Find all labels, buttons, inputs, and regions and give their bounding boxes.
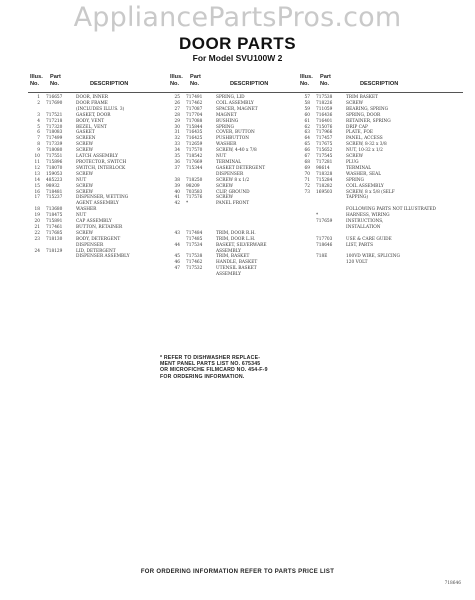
illus-number: 61	[304, 118, 310, 124]
illus-number: 58	[304, 100, 310, 106]
part-number: 715891	[46, 219, 63, 225]
part-number: 716435	[186, 130, 203, 136]
part-description: DISPENSER, WETTING	[76, 195, 129, 201]
part-description: SWITCH, INTERLOCK	[76, 165, 126, 171]
part-number: 485223	[46, 177, 63, 183]
illus-number: 26	[174, 100, 180, 106]
illus-number: 63	[304, 130, 310, 136]
part-description: COVER, BUTTON	[216, 130, 255, 136]
part-description: SCREW 8 x 1/2	[216, 177, 250, 183]
part-description: DISPENSER ASSEMBLY	[76, 254, 130, 260]
part-description: UTENSIL BASKET	[216, 266, 257, 272]
part-description: SCREEN	[76, 136, 96, 142]
illus-number: 6	[37, 130, 40, 136]
illus-number: 30	[174, 124, 180, 130]
part-number: *	[186, 201, 189, 207]
part-number: 717669	[186, 159, 203, 165]
header-illus-no: No.	[170, 81, 180, 87]
part-number: 703583	[186, 189, 203, 195]
part-description: BODY, VENT	[76, 118, 105, 124]
illus-number: 64	[304, 136, 310, 142]
illus-number: 70	[304, 171, 310, 177]
part-description: SCREW	[76, 171, 94, 177]
part-description: BEZEL, VENT	[76, 124, 107, 130]
illus-number: 16	[34, 189, 40, 195]
illus-number: 57	[304, 95, 310, 100]
part-description: TERMINAL	[216, 159, 242, 165]
part-number: 712659	[186, 142, 203, 148]
part-description: TRIM BASKET	[346, 95, 378, 100]
part-description: BASKET, SILVERWARE	[216, 242, 267, 248]
part-description: PLATE, FOE	[346, 130, 373, 136]
part-number: 718070	[46, 165, 63, 171]
header-rule	[298, 92, 463, 93]
header-part: Part	[320, 74, 331, 80]
part-number: 717462	[186, 100, 203, 106]
part-row	[168, 272, 298, 278]
part-number: 717570	[186, 148, 203, 154]
note-line: MENT PANEL PARTS LIST NO. 675345	[160, 361, 261, 368]
part-number: 717281	[316, 159, 333, 165]
part-number: 717461	[46, 224, 63, 230]
part-description: SCREW, 4-40 x 7/8	[216, 148, 257, 154]
part-description: SPRING	[216, 124, 234, 130]
illus-number: 59	[304, 106, 310, 112]
part-description: WASHER	[216, 142, 237, 148]
part-number: 715896	[46, 159, 63, 165]
part-number: 717551	[46, 154, 63, 160]
illus-number: 29	[174, 118, 180, 124]
part-number: 717532	[186, 266, 203, 272]
part-row	[298, 260, 463, 266]
part-number: 718E	[316, 254, 328, 260]
header-illus: Illus.	[30, 74, 43, 80]
part-description: DOOR FRAME	[76, 100, 108, 106]
part-description: SPRING, DOOR	[346, 112, 381, 118]
part-number: 716401	[316, 118, 333, 124]
part-description: SCREW	[76, 148, 94, 154]
part-description: SCREW	[76, 183, 94, 189]
part-description: BUSHING	[216, 118, 239, 124]
part-number: 717538	[186, 254, 203, 260]
part-description: PUSHBUTTON	[216, 136, 250, 142]
illus-number: 38	[174, 177, 180, 183]
part-description: RETAINER, SPRING	[346, 118, 391, 124]
header-illus-no: No.	[300, 81, 310, 87]
note-line: OR MICROFICHE FILMCARD NO. 454-F-9	[160, 367, 268, 374]
illus-number: 68	[304, 159, 310, 165]
part-description: TRIM, BASKET	[216, 254, 250, 260]
header-part-no: No.	[190, 81, 200, 87]
part-description: TRIM, DOOR L.H.	[216, 236, 256, 242]
header-description: DESCRIPTION	[360, 81, 399, 87]
part-number: 717704	[186, 112, 203, 118]
part-number: 716425	[186, 136, 203, 142]
part-description: USE & CARE GUIDE	[346, 236, 392, 242]
part-number: 717966	[316, 130, 333, 136]
part-number: 98209	[186, 183, 200, 189]
illus-number: 4	[37, 118, 40, 124]
part-description: DISPENSER	[216, 171, 244, 177]
illus-number: 2	[37, 100, 40, 106]
parts-column-3	[298, 74, 463, 266]
part-description: COIL ASSEMBLY	[346, 183, 384, 189]
part-number: 718646	[316, 242, 333, 248]
part-description: MAGNET	[216, 112, 237, 118]
watermark-text: AppliancePartsPros.com	[73, 2, 402, 33]
illus-number: 31	[174, 130, 180, 136]
illus-number: 13	[34, 171, 40, 177]
part-description: (INCLUDES ILLUS. 3)	[76, 106, 125, 112]
ordering-footer: FOR ORDERING INFORMATION REFER TO PARTS PRICE LIST	[140, 569, 335, 575]
parts-column-2	[168, 74, 298, 278]
replacement-panel-note	[160, 355, 360, 380]
part-description: GASKET	[76, 130, 95, 136]
header-part: Part	[50, 74, 61, 80]
part-description: BUTTON, RETAINER	[76, 224, 123, 230]
illus-number: 62	[304, 124, 310, 130]
part-number: 717534	[186, 242, 203, 248]
part-description: SCREW	[216, 195, 234, 201]
illus-number: 32	[174, 136, 180, 142]
part-number: 717320	[46, 124, 63, 130]
illus-number: 72	[304, 183, 310, 189]
part-description: INSTRUCTIONS,	[346, 219, 384, 225]
illus-number: 3	[37, 112, 40, 118]
illus-number: 47	[174, 266, 180, 272]
part-number: 718542	[186, 154, 203, 160]
part-number: 717576	[186, 195, 203, 201]
part-number: 718129	[46, 248, 63, 254]
part-number: 715076	[316, 124, 333, 130]
part-number: 711059	[316, 106, 333, 112]
illus-number: 71	[304, 177, 310, 183]
part-number: 718080	[46, 148, 63, 154]
illus-number: 10	[34, 154, 40, 160]
part-description: TERMINAL	[346, 165, 372, 171]
page-code: 718646	[444, 581, 461, 586]
illus-number: 73	[304, 189, 310, 195]
illus-number: 46	[174, 260, 180, 266]
illus-number: 69	[304, 165, 310, 171]
illus-number: 40	[174, 189, 180, 195]
illus-number: 9	[37, 148, 40, 154]
part-description: 100VD WIRE, SPLICING	[346, 254, 400, 260]
part-number: 717087	[186, 106, 203, 112]
illus-number: 18	[34, 207, 40, 213]
parts-list	[168, 95, 298, 278]
illus-number: 41	[174, 195, 180, 201]
illus-number: 8	[37, 142, 40, 148]
part-description: SCREW	[76, 230, 94, 236]
part-description: CLIP, GROUND	[216, 189, 250, 195]
illus-number: 37	[174, 165, 180, 171]
part-description: WASHER	[76, 207, 97, 213]
part-description: ASSEMBLY	[216, 272, 242, 278]
header-part: Part	[190, 74, 201, 80]
part-description: 120 VOLT	[346, 260, 368, 266]
column-header	[168, 74, 298, 92]
part-description: AGENT ASSEMBLY	[76, 201, 119, 207]
part-number: 715652	[316, 148, 333, 154]
illus-number: 42	[174, 201, 180, 207]
part-number: 717659	[316, 219, 333, 225]
part-number: 717499	[46, 136, 63, 142]
part-description: NUT	[76, 213, 87, 219]
header-rule	[168, 92, 298, 93]
illus-number: 66	[304, 148, 310, 154]
illus-number: 65	[304, 142, 310, 148]
part-description: PROTECTOR, SWITCH	[76, 159, 127, 165]
parts-list	[298, 95, 463, 266]
illus-number: 44	[174, 242, 180, 248]
header-description: DESCRIPTION	[230, 81, 269, 87]
header-description: DESCRIPTION	[90, 81, 129, 87]
illus-number: 1	[37, 95, 40, 100]
part-number: 717484	[186, 230, 203, 236]
part-description: GASKET DETERGENT	[216, 165, 266, 171]
part-description: FOLLOWING PARTS NOT ILLUSTRATED	[346, 207, 437, 213]
part-description: LID, DETERGENT	[76, 248, 116, 254]
header-part-no: No.	[50, 81, 60, 87]
page-title: DOOR PARTS	[178, 34, 297, 53]
part-description: BODY, DETERGENT	[76, 236, 121, 242]
part-description: DISPENSER	[76, 242, 104, 248]
parts-list	[28, 95, 168, 260]
header-illus: Illus.	[300, 74, 313, 80]
illus-number: 27	[174, 106, 180, 112]
part-description: GASKET, DOOR	[76, 112, 111, 118]
illus-number: 20	[34, 219, 40, 225]
part-number: 718328	[316, 171, 333, 177]
part-number: 718475	[46, 213, 63, 219]
part-description: SCREW	[76, 142, 94, 148]
model-subtitle: For Model SVU100W 2	[192, 53, 283, 63]
column-header	[28, 74, 168, 92]
part-number: 169503	[316, 189, 333, 195]
illus-number: 15	[34, 183, 40, 189]
part-number: 717457	[316, 136, 333, 142]
part-description: SCREW	[76, 189, 94, 195]
part-number: 718083	[46, 130, 63, 136]
part-description: LIST, PARTS	[346, 242, 374, 248]
part-number: 717703	[316, 236, 333, 242]
part-description: TRIM, DOOR R.H.	[216, 230, 256, 236]
part-description: SPRING	[346, 177, 364, 183]
part-description: PANEL, ACCESS	[346, 136, 383, 142]
illus-number: 19	[34, 213, 40, 219]
parts-column-1	[28, 74, 168, 260]
part-number: 717545	[316, 154, 333, 160]
part-description: SCREW	[346, 154, 364, 160]
part-number: 715237	[46, 195, 63, 201]
illus-number: 60	[304, 112, 310, 118]
part-description: WASHER, SEAL	[346, 171, 382, 177]
part-number: 716657	[46, 95, 63, 100]
part-number: 716436	[316, 112, 333, 118]
illus-number: 14	[34, 177, 40, 183]
part-description: NUT	[76, 177, 87, 183]
header-illus: Illus.	[170, 74, 183, 80]
illus-number: 7	[37, 136, 40, 142]
part-number: 717088	[186, 118, 203, 124]
illus-number: 22	[34, 230, 40, 236]
part-description: TAPPING)	[346, 195, 369, 201]
part-number: 717690	[46, 100, 63, 106]
illus-number: 36	[174, 159, 180, 165]
illus-number: 12	[34, 165, 40, 171]
part-number: 718226	[316, 100, 333, 106]
illus-number: 45	[174, 254, 180, 260]
column-header	[298, 74, 463, 92]
illus-number: 33	[174, 142, 180, 148]
part-description: HANDLE, BASKET	[216, 260, 258, 266]
header-illus-no: No.	[30, 81, 40, 87]
part-description: PANEL FRONT	[216, 201, 250, 207]
part-description: NUT	[216, 154, 227, 160]
part-number: 718481	[46, 189, 63, 195]
illus-number: 5	[37, 124, 40, 130]
header-rule	[28, 92, 168, 93]
note-line: FOR ORDERING INFORMATION.	[160, 373, 245, 380]
part-number: 159053	[46, 171, 63, 177]
part-number: 98932	[46, 183, 60, 189]
part-description: COIL ASSEMBLY	[216, 100, 254, 106]
part-number: 98614	[316, 165, 330, 171]
part-number: 718130	[46, 236, 63, 242]
part-number: 715344	[186, 165, 203, 171]
part-description: SCREW, 8 x 5/8 (SELF	[346, 189, 395, 195]
part-description: DRIP CAP	[346, 124, 368, 130]
part-description: INSTALLATION	[346, 224, 381, 230]
part-description: CAP ASSEMBLY	[76, 219, 112, 225]
illus-number: 67	[304, 154, 310, 160]
part-number: *	[316, 213, 319, 219]
part-row	[28, 254, 168, 260]
illus-number: 34	[174, 148, 180, 154]
part-description: SPACER, MAGNET	[216, 106, 258, 112]
part-number: 718250	[186, 177, 203, 183]
illus-number: 17	[34, 195, 40, 201]
part-description: LATCH ASSEMBLY	[76, 154, 119, 160]
part-description: SCREW, 8-32 x 3/8	[346, 142, 387, 148]
part-number: 717685	[46, 230, 63, 236]
header-part-no: No.	[320, 81, 330, 87]
part-number: 717491	[186, 95, 203, 100]
illus-number: 24	[34, 248, 40, 254]
part-number: 717462	[186, 260, 203, 266]
part-number: 717339	[46, 142, 63, 148]
part-description: ASSEMBLY	[216, 248, 242, 254]
illus-number: 39	[174, 183, 180, 189]
part-number: 717521	[46, 112, 63, 118]
part-description: NUT, 10-32 x 1/2	[346, 148, 383, 154]
illus-number: 43	[174, 230, 180, 236]
note-line: * REFER TO DISHWASHER REPLACE-	[160, 355, 261, 361]
illus-number: 25	[174, 95, 180, 100]
part-number: 715284	[316, 177, 333, 183]
part-description: BEARING, SPRING	[346, 106, 389, 112]
part-description: SCREW	[346, 100, 364, 106]
part-number: 717485	[186, 236, 203, 242]
illus-number: 23	[34, 236, 40, 242]
illus-number: 35	[174, 154, 180, 160]
illus-number: 21	[34, 224, 40, 230]
part-number: 713680	[46, 207, 63, 213]
part-number: 718282	[316, 183, 333, 189]
part-number: 717218	[46, 118, 63, 124]
part-description: PLUG	[346, 159, 359, 165]
part-description: SPRING, LID	[216, 95, 245, 100]
part-number: 715844	[186, 124, 203, 130]
part-description: DOOR, INNER	[76, 95, 109, 100]
part-description: SCREW	[216, 183, 234, 189]
illus-number: 11	[34, 159, 40, 165]
part-description: HARNESS, WIRING	[346, 213, 390, 219]
part-number: 717538	[316, 95, 333, 100]
illus-number: 28	[174, 112, 180, 118]
part-number: 717675	[316, 142, 333, 148]
